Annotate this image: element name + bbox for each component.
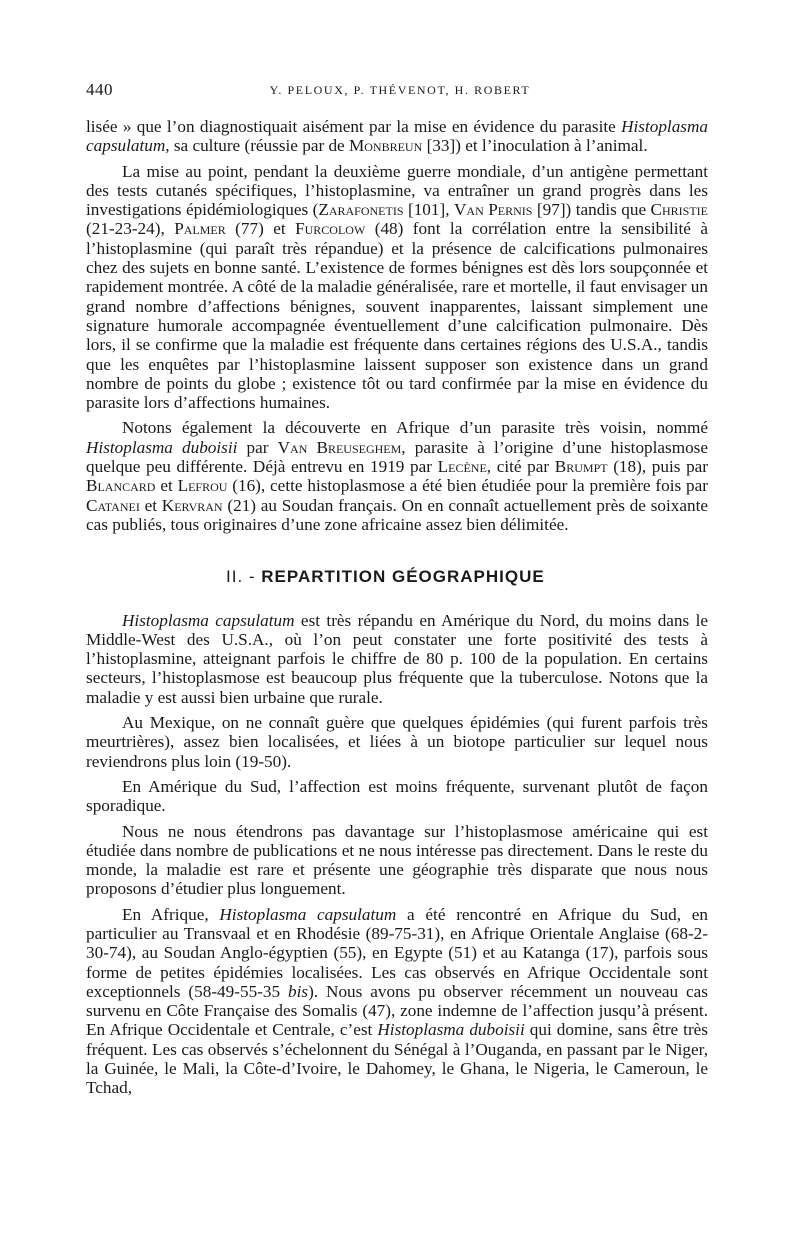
author-name: Christie bbox=[650, 200, 709, 220]
text-run: [33]) et l’inoculation à l’animal. bbox=[422, 136, 648, 156]
species-name: Histoplasma duboisii bbox=[86, 437, 238, 457]
text-run: (48) font la corrélation entre la sensibilité à l’histoplasmine (qui paraît très répandue) et la présence de calcifications pulmonaires chez des sujets en bonne santé. L’existence de formes bénignes est dès lors soupçonnée et rapidement montrée. A côté de la maladie généralisée, rare et mortelle, il faut envisager un grand nombre d’affections bénignes, souvent inapparentes, laissant simplement une signature humorale accompagnée éventuellement d’une calcification pulmonaire. Dès lors, il se confirme que la maladie est fréquente dans certaines régions des U.S.A., tandis que les enquêtes par l’histoplasmine laissent supposer son existence dans un grand nombre de points du globe ; existence tôt ou tard confirmée par la mise en évidence du parasite lors d’affections humaines. bbox=[86, 219, 708, 413]
author-name: Monbreun bbox=[348, 136, 423, 156]
text-run: et bbox=[139, 495, 162, 515]
text-run: par bbox=[237, 437, 278, 457]
running-authors: Y. PELOUX, P. THÉVENOT, H. ROBERT bbox=[269, 83, 531, 97]
text-run: La mise au point, pendant la deuxième guerre mondiale, d’un antigène permettant des tests cutanés spécifiques, l’histoplasmine, va entraîner un grand progrès dans les investigations épidémiologiques ( bbox=[86, 161, 708, 220]
text-run: , cité par bbox=[486, 457, 555, 477]
text-run: (77) et bbox=[225, 219, 296, 239]
text-run: (18), puis par bbox=[607, 457, 709, 477]
text-run: ). Nous avons pu observer récemment un nouveau cas survenu en Côte Française des Somalis (47), zone indemne de l’affection jusqu’à présent. En Afrique Occidentale et Centrale, c’est bbox=[86, 981, 708, 1040]
paragraph-7: Nous ne nous étendrons pas davantage sur l’histoplasmose américaine qui est étudiée dans nombre de publications et ne nous intéresse pas directement. Dans le reste du monde, la maladie est rare et présente une géographie très disparate que nous nous proposons d’étudier plus longuement. bbox=[86, 821, 708, 899]
author-name: Kervran bbox=[161, 495, 223, 515]
text-run: (16), cette histoplasmose a été bien étudiée pour la première fois par bbox=[227, 476, 708, 496]
section-number: II. - bbox=[226, 567, 262, 587]
text-run: sa culture (réussie par de bbox=[169, 136, 349, 156]
text-run: qui domine, sans être très fréquent. Les cas observés s’échelonnent du Sénégal à l’Ouganda, en passant par le Niger, la Guinée, le Mali, la Côte-d’Ivoire, le Dahomey, le Ghana, le Nigeria, le Cameroun, le Tchad, bbox=[86, 1020, 709, 1098]
text-run: (21) au Soudan français. On en connaît actuellement près de soixante cas publiés, tous originaires d’une zone africaine assez bien délimitée. bbox=[86, 495, 708, 534]
page-number: 440 bbox=[86, 80, 113, 99]
paragraph-1 bbox=[86, 117, 708, 156]
text-run: , parasite à l’origine d’une histoplasmose quelque peu différente. Déjà entrevu en 1919 par bbox=[86, 437, 708, 477]
author-name: Lefrou bbox=[177, 476, 228, 496]
author-name: Palmer bbox=[174, 219, 226, 239]
author-name: Furcolow bbox=[295, 219, 366, 239]
body-text bbox=[86, 117, 708, 1098]
paragraph-3 bbox=[86, 418, 708, 534]
paragraph-8 bbox=[86, 905, 708, 1098]
text-run: a été rencontré en Afrique du Sud, en particulier au Transvaal et en Rhodésie (89-75-31), en Afrique Orientale Anglaise (68-2-30-74), au Soudan Anglo-égyptien (55), en Egypte (51) et au Katanga (17), parfois sous forme de petites épidémies localisées. Les cas observés en Afrique Occidentale sont exceptionnels (58-49-55-35 bbox=[86, 904, 708, 1001]
species-name: Histoplasma capsulatum bbox=[219, 904, 397, 924]
author-name: Lecène bbox=[437, 457, 487, 477]
section-title: REPARTITION GÉOGRAPHIQUE bbox=[261, 567, 545, 587]
text-run: est très répandu en Amérique du Nord, du moins dans le Middle-West des U.S.A., où l’on peut constater une forte positivité des tests à l’histoplasmine, atteignant parfois le chiffre de 80 p. 100 de la population. En certains secteurs, l’histoplasmose est beaucoup plus fréquente que la tuberculose. Notons que la maladie y est aussi bien urbaine que rurale. bbox=[86, 610, 709, 707]
author-name: Catanei bbox=[86, 495, 140, 515]
text-run: Notons également la découverte en Afrique d’un parasite très voisin, nommé bbox=[122, 418, 708, 438]
text-run: bis bbox=[288, 981, 309, 1001]
paragraph-6: En Amérique du Sud, l’affection est moins fréquente, survenant plutôt de façon sporadique. bbox=[86, 776, 708, 816]
paragraph-2 bbox=[86, 162, 708, 413]
text-run: En Afrique, bbox=[122, 904, 220, 924]
paragraph-5: Au Mexique, on ne connaît guère que quelques épidémies (qui furent parfois très meurtrières), assez bien localisées, et liées à un biotope particulier sur lequel nous reviendrons plus loin (19-50). bbox=[86, 713, 708, 771]
species-name: Histoplasma capsulatum, bbox=[86, 117, 708, 156]
author-name: Blancard bbox=[86, 476, 156, 496]
author-name: Van Pernis bbox=[453, 200, 533, 220]
text-run: [97]) tandis que bbox=[532, 200, 651, 220]
author-name: Zarafonetis bbox=[318, 200, 404, 220]
paragraph-4 bbox=[86, 611, 708, 707]
section-heading bbox=[226, 567, 708, 586]
species-name: Histoplasma capsulatum bbox=[122, 610, 295, 630]
species-name: Histoplasma duboisii bbox=[377, 1020, 525, 1040]
author-name: Brumpt bbox=[554, 457, 608, 477]
running-header bbox=[86, 80, 714, 104]
text-run: (21-23-24), bbox=[86, 219, 175, 239]
text-run: [101], bbox=[403, 200, 454, 220]
text-run: lisée » que l’on diagnostiquait aisément par la mise en évidence du parasite bbox=[86, 117, 622, 136]
text-run: et bbox=[155, 476, 178, 496]
author-name: Van Breuseghem bbox=[277, 437, 402, 457]
